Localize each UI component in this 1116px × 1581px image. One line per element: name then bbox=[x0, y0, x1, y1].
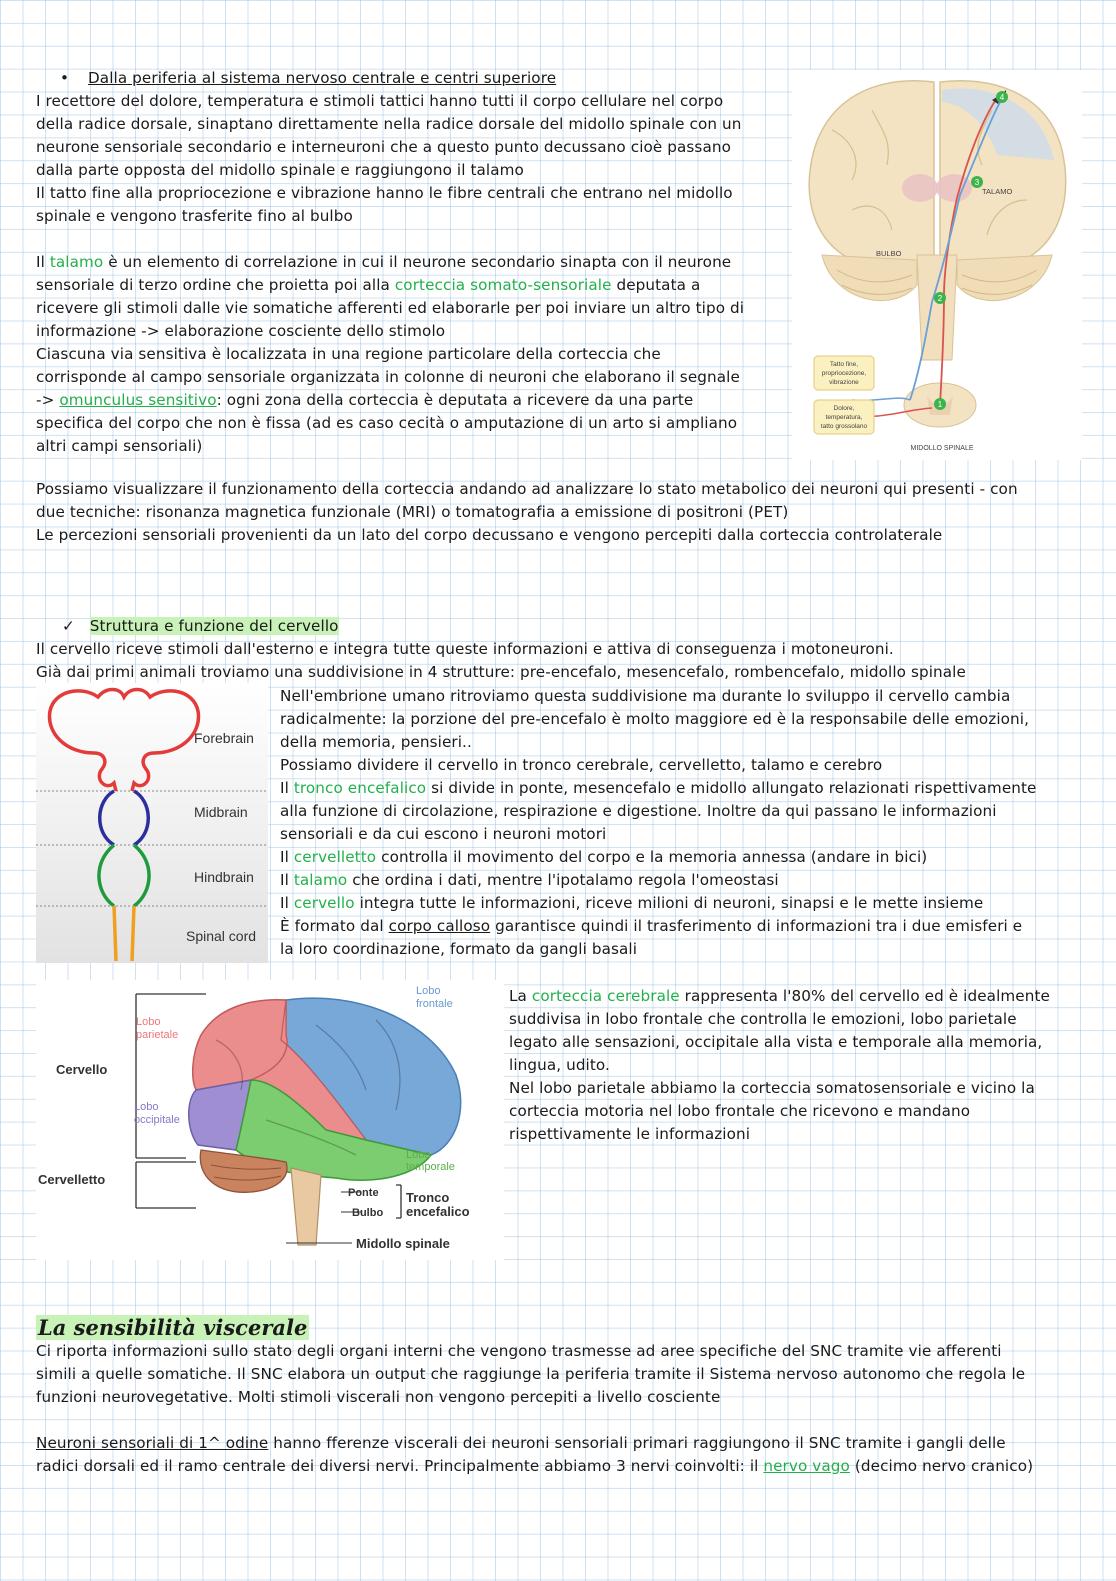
text-line: Già dai primi animali troviamo una suddivisione in 4 strutture: pre-encefalo, mesencefalo, rombencefalo, midollo spinale bbox=[36, 663, 966, 681]
section4-heading: La sensibilità viscerale bbox=[38, 1315, 308, 1340]
text-line: altri campi sensoriali) bbox=[36, 437, 203, 455]
svg-text:Bulbo: Bulbo bbox=[352, 1207, 384, 1219]
text-line: specifica del corpo che non è fissa (ad es caso cecità o amputazione di un arto si ampliano bbox=[36, 414, 738, 432]
svg-text:Tatto fine,: Tatto fine, bbox=[829, 361, 859, 368]
svg-text:3: 3 bbox=[974, 178, 980, 187]
svg-text:tatto grossolano: tatto grossolano bbox=[820, 423, 868, 430]
text-line: della radice dorsale, sinaptano direttamente nella radice dorsale del midollo spinale con un bbox=[36, 115, 742, 133]
corpo-calloso-term: corpo calloso bbox=[388, 917, 491, 935]
text-line: Nell'embrione umano ritroviamo questa suddivisione ma durante lo sviluppo il cervello cambia bbox=[280, 687, 1011, 705]
cortex-term: corteccia cerebrale bbox=[531, 987, 680, 1005]
tronco-term: tronco encefalico bbox=[293, 779, 427, 797]
text-line: informazione -> elaborazione cosciente dello stimolo bbox=[36, 322, 446, 340]
svg-text:4: 4 bbox=[999, 93, 1005, 102]
svg-text:encefalico: encefalico bbox=[406, 1204, 470, 1219]
text-line: Ciascuna via sensitiva è localizzata in una regione particolare della corteccia che bbox=[36, 345, 661, 363]
text-line: Il cervelletto controlla il movimento del corpo e la memoria annessa (andare in bici) bbox=[280, 848, 928, 866]
text-line: corrisponde al campo sensoriale organizzata in colonne di neuroni che elaborano il segnale bbox=[36, 368, 740, 386]
checkmark-icon: ✓ bbox=[62, 617, 75, 635]
text-line: Possiamo dividere il cervello in tronco cerebrale, cervelletto, talamo e cerebro bbox=[280, 756, 883, 774]
section2-intro bbox=[36, 638, 966, 684]
text-line: ricevere gli stimoli dalle vie somatiche afferenti ed elaborarle per poi inviare un altro tipo di bbox=[36, 299, 745, 317]
hindbrain-label: Hindbrain bbox=[194, 869, 254, 885]
text-line: sensoriale di terzo ordine che proietta poi alla corteccia somato-sensoriale deputata a bbox=[36, 276, 701, 294]
text-line: Possiamo visualizzare il funzionamento della corteccia andando ad analizzare lo stato metabolico dei neuroni qui presenti - con bbox=[36, 480, 1018, 498]
text-line: È formato dal corpo calloso garantisce quindi il trasferimento di informazioni tra i due emisferi e bbox=[280, 917, 1023, 935]
svg-text:Tronco: Tronco bbox=[406, 1190, 450, 1205]
neuroni-sensoriali-term: Neuroni sensoriali di 1^ odine bbox=[36, 1434, 269, 1452]
section1-title-row bbox=[60, 67, 556, 90]
talamo-label: TALAMO bbox=[982, 187, 1013, 196]
text-line: I recettore del dolore, temperatura e stimoli tattici hanno tutti il corpo cellulare nel corpo bbox=[36, 92, 724, 110]
text-line: due tecniche: risonanza magnetica funzionale (MRI) o tomatografia a emissione di positroni (PET) bbox=[36, 503, 789, 521]
text-line: Le percezioni sensoriali provenienti da un lato del corpo decussano e vengono percepiti dalla corteccia controlaterale bbox=[36, 526, 943, 544]
text-line: corteccia motoria nel lobo frontale che ricevono e mandano bbox=[509, 1102, 971, 1120]
svg-text:occipitale: occipitale bbox=[134, 1114, 180, 1126]
section1-paragraph-2 bbox=[36, 251, 744, 458]
svg-text:temporale: temporale bbox=[406, 1161, 455, 1173]
text-line: dalla parte opposta del midollo spinale e raggiungono il talamo bbox=[36, 161, 524, 179]
text-line: Il cervello riceve stimoli dall'esterno e integra tutte queste informazioni e attiva di conseguenza i motoneuroni. bbox=[36, 640, 894, 658]
text-line: legato alle sensazioni, occipitale alla vista e temporale alla memoria, bbox=[509, 1033, 1043, 1051]
text-line: Il tronco encefalico si divide in ponte, mesencefalo e midollo allungato relazionati rispettivamente bbox=[280, 779, 1037, 797]
talamo-term: talamo bbox=[293, 871, 348, 889]
svg-text:Lobo: Lobo bbox=[136, 1016, 161, 1028]
svg-text:propriocezione,: propriocezione, bbox=[821, 370, 867, 377]
text-line: simili a quelle somatiche. Il SNC elabora un output che raggiunge la periferia tramite il Sistema nervoso autonomo che regola le bbox=[36, 1365, 1026, 1383]
svg-text:Lobo: Lobo bbox=[406, 1149, 431, 1161]
text-line: lingua, udito. bbox=[509, 1056, 610, 1074]
text-line: suddivisa in lobo frontale che controlla le emozioni, lobo parietale bbox=[509, 1010, 1017, 1028]
svg-text:vibrazione: vibrazione bbox=[829, 379, 859, 386]
text-line: funzioni neurovegetative. Molti stimoli viscerali non vengono percepiti a livello cosciente bbox=[36, 1388, 721, 1406]
svg-text:Dolore,: Dolore, bbox=[833, 405, 855, 412]
embryo-brain-figure bbox=[36, 683, 268, 963]
text-line: radici dorsali ed il ramo centrale dei diversi nervi. Principalmente abbiamo 3 nervi coinvolti: il nervo vago (decimo nervo cranico) bbox=[36, 1457, 1034, 1475]
sensory-pathway-figure bbox=[792, 70, 1082, 460]
section2-title-row bbox=[62, 615, 339, 638]
text-line: Il tatto fine alla propriocezione e vibrazione hanno le fibre centrali che entrano nel midollo bbox=[36, 184, 733, 202]
text-line: -> omunculus sensitivo: ogni zona della corteccia è deputata a ricevere da una parte bbox=[36, 391, 694, 409]
bulbo-label: BULBO bbox=[876, 249, 902, 258]
section3-paragraph bbox=[509, 985, 1050, 1146]
svg-text:frontale: frontale bbox=[416, 998, 453, 1010]
text-line: alla funzione di circolazione, respirazione e digestione. Inoltre da qui passano le informazioni bbox=[280, 802, 997, 820]
section4-paragraph-1 bbox=[36, 1340, 1025, 1409]
svg-text:Lobo: Lobo bbox=[416, 985, 441, 997]
text-line: Neuroni sensoriali di 1^ odine hanno fferenze viscerali dei neuroni sensoriali primari raggiungono il SNC tramite i gangli delle bbox=[36, 1434, 1006, 1452]
svg-text:temperatura,: temperatura, bbox=[825, 414, 863, 421]
text-line: spinale e vengono trasferite fino al bulbo bbox=[36, 207, 353, 225]
section4-paragraph-2 bbox=[36, 1432, 1033, 1478]
svg-text:Lobo: Lobo bbox=[134, 1101, 159, 1113]
cortex-term: corteccia somato-sensoriale bbox=[394, 276, 612, 294]
text-line: rispettivamente le informazioni bbox=[509, 1125, 751, 1143]
midbrain-label: Midbrain bbox=[194, 804, 248, 820]
bullet-icon: • bbox=[60, 69, 70, 87]
text-line: Ci riporta informazioni sullo stato degli organi interni che vengono trasmesse ad aree specifiche del SNC tramite vie afferenti bbox=[36, 1342, 1002, 1360]
section1-paragraph-1 bbox=[36, 90, 741, 228]
midollo-label: MIDOLLO SPINALE bbox=[910, 445, 974, 452]
brain-lobes-figure bbox=[36, 980, 504, 1260]
text-line: Il talamo è un elemento di correlazione in cui il neurone secondario sinapta con il neurone bbox=[36, 253, 732, 271]
forebrain-label: Forebrain bbox=[194, 730, 254, 746]
section1-title: Dalla periferia al sistema nervoso centrale e centri superiore bbox=[88, 69, 557, 87]
cervelletto-term: cervelletto bbox=[293, 848, 377, 866]
svg-text:1: 1 bbox=[937, 400, 943, 409]
cervello-term: cervello bbox=[293, 894, 355, 912]
svg-text:parietale: parietale bbox=[136, 1029, 179, 1041]
text-line: la loro coordinazione, formato da gangli basali bbox=[280, 940, 638, 958]
spinal-cord-label: Spinal cord bbox=[186, 928, 257, 944]
omunculus-term: omunculus sensitivo bbox=[59, 391, 217, 409]
thalamus-left bbox=[902, 174, 938, 202]
text-line: Il talamo che ordina i dati, mentre l'ipotalamo regola l'omeostasi bbox=[280, 871, 779, 889]
text-line: radicalmente: la porzione del pre-encefalo è molto maggiore ed è la responsabile delle emozioni, bbox=[280, 710, 1030, 728]
brainstem bbox=[917, 255, 957, 360]
cervelletto-label: Cervelletto bbox=[38, 1172, 106, 1187]
text-line: neurone sensoriale secondario e interneuroni che a questo punto decussano cioè passano bbox=[36, 138, 731, 156]
nervo-vago-term: nervo vago bbox=[763, 1457, 850, 1475]
text-line: Il cervello integra tutte le informazioni, riceve milioni di neuroni, sinapsi e le mette insieme bbox=[280, 894, 984, 912]
text-line: della memoria, pensieri.. bbox=[280, 733, 472, 751]
text-line: La corteccia cerebrale rappresenta l'80% del cervello ed è idealmente bbox=[509, 987, 1050, 1005]
svg-text:Ponte: Ponte bbox=[348, 1187, 379, 1199]
text-line: Nel lobo parietale abbiamo la corteccia somatosensoriale e vicino la bbox=[509, 1079, 1035, 1097]
midollo-label: Midollo spinale bbox=[356, 1236, 450, 1251]
section2-title: Struttura e funzione del cervello bbox=[89, 617, 339, 635]
text-line: sensoriali e da cui escono i neuroni motori bbox=[280, 825, 607, 843]
svg-text:2: 2 bbox=[937, 294, 943, 303]
section2-right-column bbox=[280, 685, 1037, 961]
cervello-label: Cervello bbox=[56, 1062, 108, 1077]
talamo-term: talamo bbox=[49, 253, 104, 271]
section1-paragraph-3 bbox=[36, 478, 1018, 547]
